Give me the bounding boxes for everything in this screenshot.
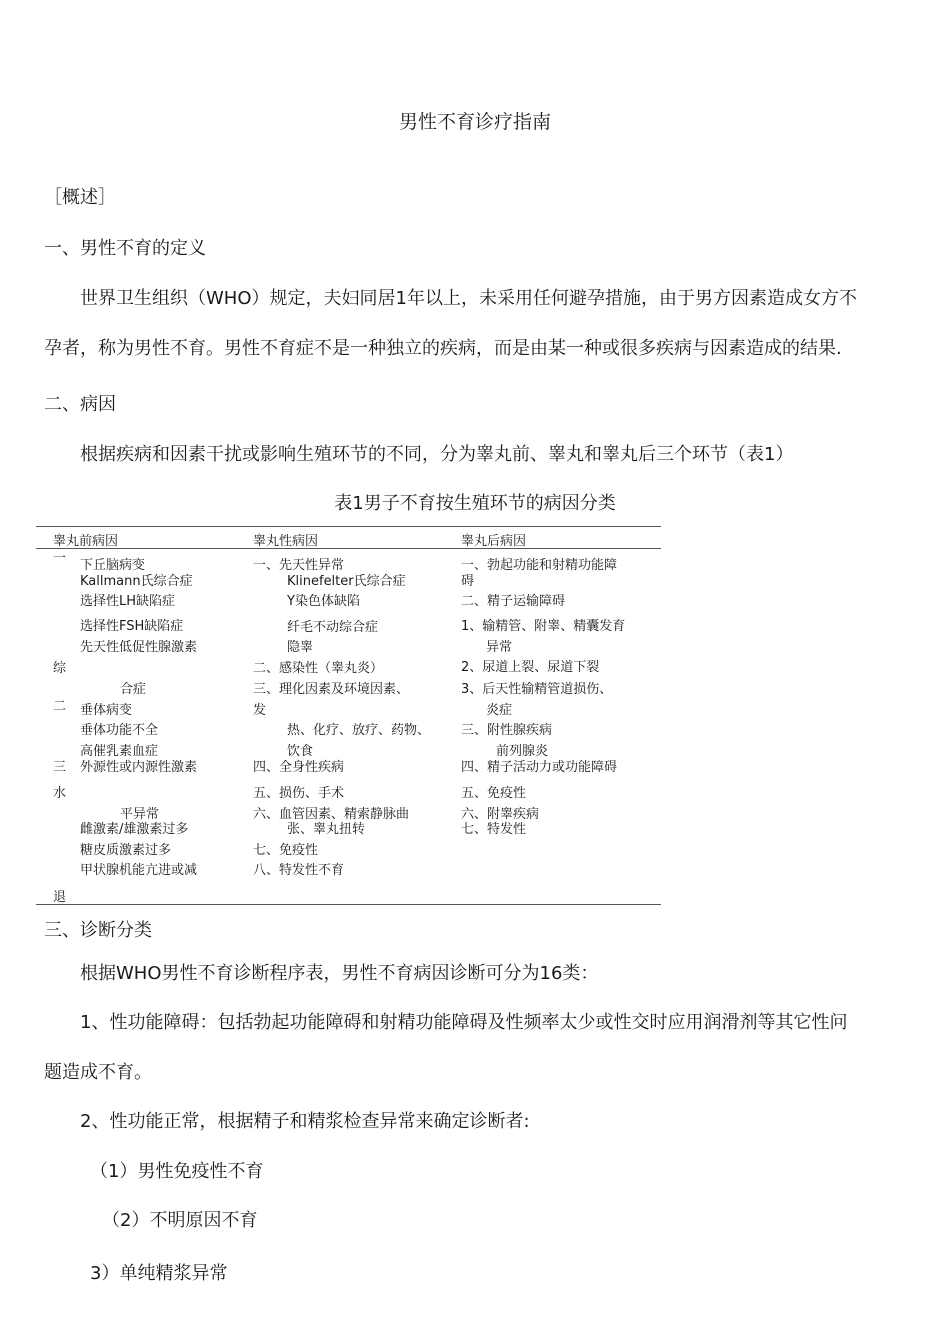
- table-cell: 张、睾丸扭转: [287, 822, 366, 837]
- table-cell: 先天性低促性腺激素: [80, 640, 198, 655]
- section-1-heading: 一、男性不育的定义: [44, 238, 206, 259]
- table-cell: 六、血管因素、精索静脉曲: [253, 807, 410, 822]
- table-cell: 合症: [120, 682, 147, 697]
- table-cell: 下丘脑病变: [80, 558, 146, 573]
- table-cell: 异常: [486, 640, 513, 655]
- table-cell: 七、特发性: [461, 822, 527, 837]
- table-cell: 选择性LH缺陷症: [80, 594, 176, 609]
- page-title: 男性不育诊疗指南: [398, 111, 551, 133]
- table-cell: 二: [53, 699, 67, 714]
- table-cell: 退: [53, 890, 67, 905]
- sub-item-2: （2）不明原因不育: [102, 1210, 258, 1231]
- table-cell: 前列腺炎: [496, 744, 549, 759]
- table-cell: 炎症: [486, 703, 513, 718]
- table-cell: 发: [253, 703, 267, 718]
- table-top-rule: [36, 526, 661, 527]
- table-cell: 纤毛不动综合症: [287, 620, 379, 635]
- table-cell: 一、先天性异常: [253, 558, 345, 573]
- table-cell: 1、输精管、附睾、精囊发育: [461, 619, 626, 634]
- item-2: 2、性功能正常，根据精子和精浆检查异常来确定诊断者:: [80, 1111, 530, 1132]
- table-cell: 2、尿道上裂、尿道下裂: [461, 660, 600, 675]
- table-header-posttesticular: 睾丸后病因: [461, 534, 527, 549]
- section-2-heading: 二、病因: [44, 394, 116, 415]
- table-cell: 三、理化因素及环境因素、: [253, 682, 410, 697]
- table-cell: 一: [53, 551, 67, 566]
- table-cell: 五、损伤、手术: [253, 786, 345, 801]
- table-cell: 外源性或内源性激素: [80, 760, 198, 775]
- table-cell: 七、免疫性: [253, 843, 319, 858]
- table-cell: 垂体功能不全: [80, 723, 159, 738]
- table-cell: Klinefelter氏综合症: [287, 574, 406, 589]
- table-cell: 平异常: [120, 807, 160, 822]
- table-cell: 六、附睾疾病: [461, 807, 540, 822]
- section-2-paragraph: 根据疾病和因素干扰或影响生殖环节的不同，分为睾丸前、睾丸和睾丸后三个环节（表1）: [80, 444, 794, 465]
- sub-item-3: 3）单纯精浆异常: [90, 1263, 228, 1284]
- table-cell: 五、免疫性: [461, 786, 527, 801]
- table-cell: 二、精子运输障碍: [461, 594, 566, 609]
- table-cell: 二、感染性（睾丸炎）: [253, 661, 384, 676]
- table-cell: 碍: [461, 574, 475, 589]
- table-cell: Y染色体缺陷: [287, 594, 360, 609]
- overview-heading: ［概述］: [44, 187, 116, 208]
- item-1-line-1: 1、性功能障碍：包括勃起功能障碍和射精功能障碍及性频率太少或性交时应用润滑剂等其它性问: [80, 1012, 848, 1033]
- table-cell: 水: [53, 786, 67, 801]
- table-cell: 八、特发性不育: [253, 863, 345, 878]
- table-cell: 三: [53, 760, 67, 775]
- table-cell: 高催乳素血症: [80, 744, 159, 759]
- table-cell: 隐睾: [287, 640, 314, 655]
- table-bottom-rule: [36, 904, 661, 905]
- table-cell: Kallmann氏综合症: [80, 574, 193, 589]
- table-cell: 雌激素/雄激素过多: [80, 822, 189, 837]
- table-cell: 综: [53, 661, 67, 676]
- table-cell: 三、附性腺疾病: [461, 723, 553, 738]
- table-cell: 四、精子活动力或功能障碍: [461, 760, 618, 775]
- section-1-paragraph-line-2: 孕者，称为男性不育。男性不育症不是一种独立的疾病，而是由某一种或很多疾病与因素造成的结果.: [44, 338, 842, 359]
- table-cell: 四、全身性疾病: [253, 760, 345, 775]
- section-1-paragraph-line-1: 世界卫生组织（WHO）规定，夫妇同居1年以上，未采用任何避孕措施，由于男方因素造成女方不: [80, 288, 857, 309]
- table-cell: 垂体病变: [80, 703, 133, 718]
- table-cell: 3、后天性输精管道损伤、: [461, 682, 613, 697]
- table-header-testicular: 睾丸性病因: [253, 534, 319, 549]
- table-cell: 甲状腺机能亢进或减: [80, 863, 198, 878]
- table-cell: 一、勃起功能和射精功能障: [461, 558, 618, 573]
- table-header-rule: [36, 548, 661, 549]
- table-cell: 饮食: [287, 744, 314, 759]
- table-cell: 热、化疗、放疗、药物、: [287, 723, 431, 738]
- section-3-heading: 三、诊断分类: [44, 920, 152, 941]
- section-3-paragraph: 根据WHO男性不育诊断程序表，男性不育病因诊断可分为16类：: [80, 963, 599, 984]
- item-1-line-2: 题造成不育。: [44, 1062, 152, 1083]
- table-cell: 选择性FSH缺陷症: [80, 619, 184, 634]
- table-cell: 糖皮质激素过多: [80, 843, 172, 858]
- table-caption: 表1男子不育按生殖环节的病因分类: [334, 493, 616, 514]
- sub-item-1: （1）男性免疫性不育: [90, 1161, 264, 1182]
- table-header-pretesticular: 睾丸前病因: [53, 534, 119, 549]
